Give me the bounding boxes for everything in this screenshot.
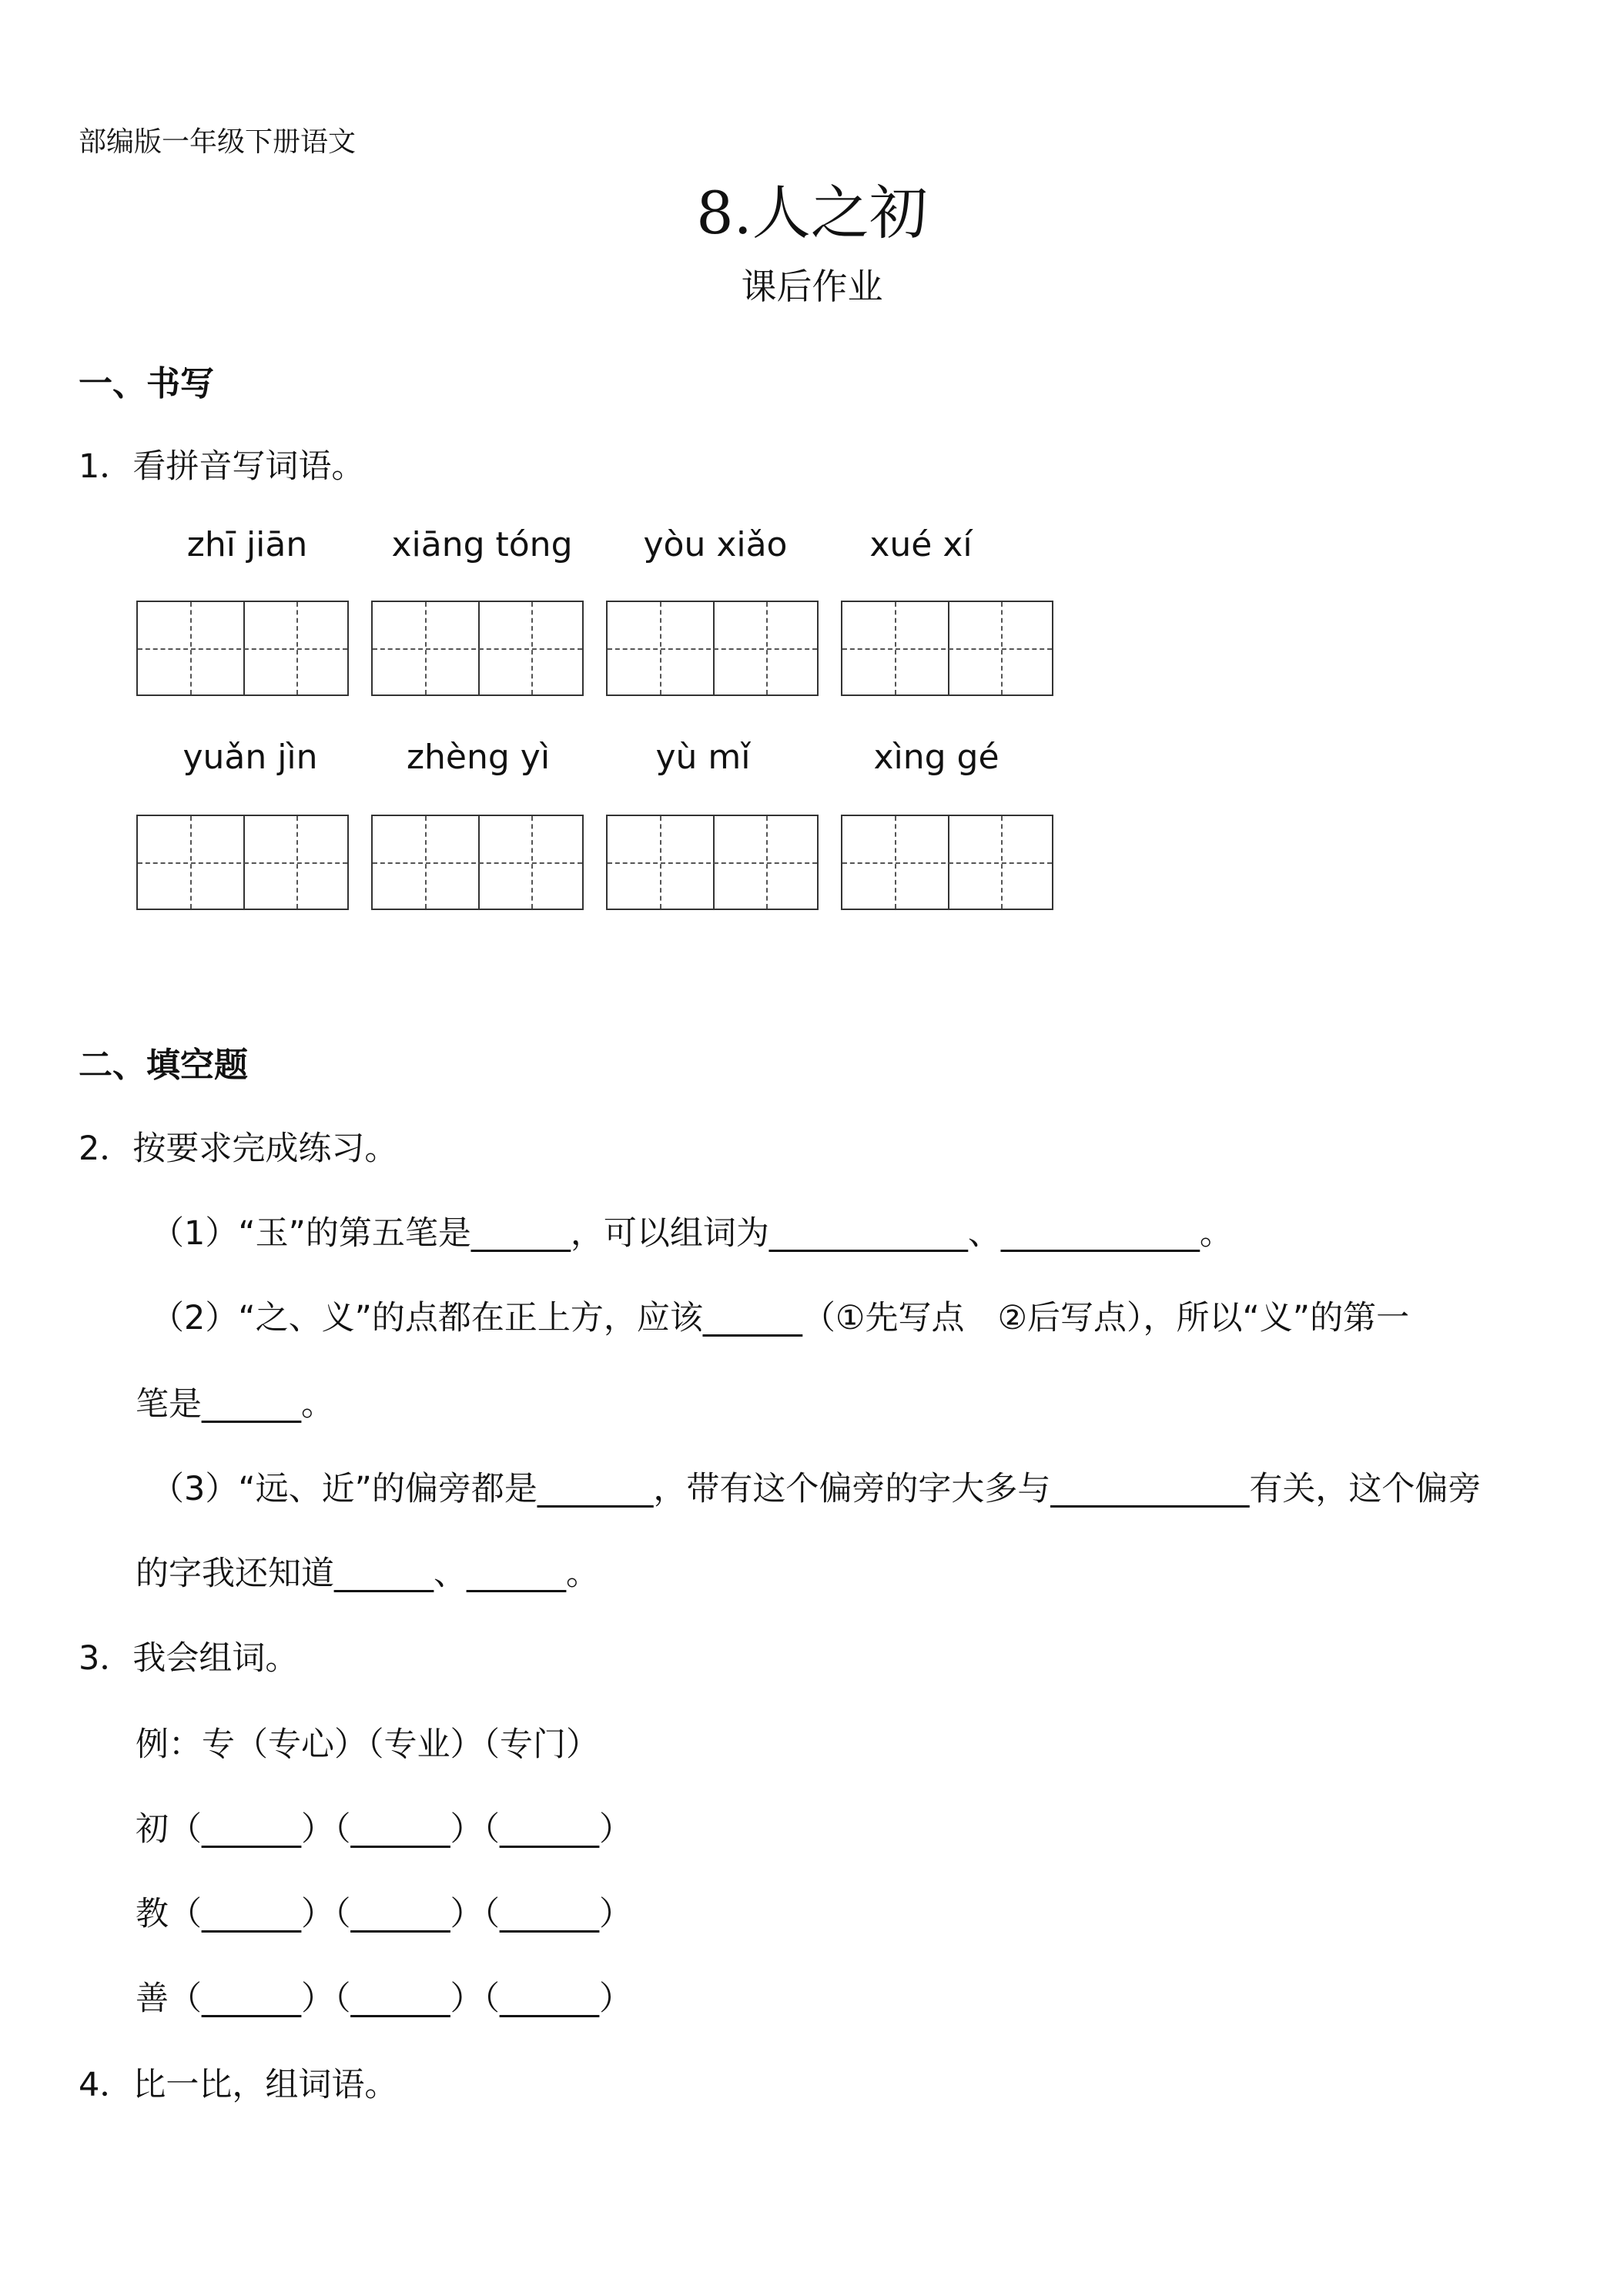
question-2-part-2: （2）“之、义”的点都在正上方，应该______（①先写点 ②后写点），所以“义”的第一 — [151, 1299, 1410, 1337]
question-2-part-2-cont: 笔是______。 — [136, 1385, 334, 1424]
question-2: 2．按要求完成练习。 — [79, 1130, 398, 1168]
question-3-row: 教（______）（______）（______） — [136, 1895, 632, 1933]
writing-grid[interactable] — [606, 601, 819, 696]
page-title: 8.人之初 — [696, 179, 928, 247]
question-2-part-3-cont: 的字我还知道______、______。 — [136, 1555, 599, 1593]
header-note: 部编版一年级下册语文 — [79, 126, 357, 158]
pinyin-label: yù mǐ — [655, 738, 751, 777]
pinyin-label: xiāng tóng — [391, 525, 573, 564]
question-4: 4．比一比，组词语。 — [79, 2066, 398, 2104]
writing-grid[interactable] — [136, 815, 349, 910]
question-3-example: 例：专（专心）（专业）（专门） — [136, 1725, 599, 1764]
writing-grid[interactable] — [136, 601, 349, 696]
writing-grid[interactable] — [371, 815, 584, 910]
pinyin-label: zhī jiān — [186, 525, 308, 564]
pinyin-label: xué xí — [869, 525, 973, 564]
question-3: 3．我会组词。 — [79, 1639, 299, 1678]
section-heading-writing: 一、书写 — [79, 364, 214, 403]
writing-grid[interactable] — [841, 601, 1053, 696]
pinyin-label: yòu xiǎo — [643, 525, 788, 564]
writing-grid[interactable] — [371, 601, 584, 696]
question-3-row: 善（______）（______）（______） — [136, 1980, 632, 2018]
question-3-row: 初（______）（______）（______） — [136, 1810, 632, 1849]
question-1: 1．看拼音写词语。 — [79, 447, 365, 486]
question-2-part-1: （1）“玉”的第五笔是______，可以组词为____________、____________。 — [151, 1214, 1233, 1253]
page-subtitle: 课后作业 — [741, 266, 883, 307]
pinyin-label: zhèng yì — [406, 738, 551, 777]
question-2-part-3: （3）“远、近”的偏旁都是_______，带有这个偏旁的字大多与____________有关，这个偏旁 — [151, 1470, 1482, 1508]
pinyin-label: xìng gé — [873, 738, 1000, 777]
writing-grid[interactable] — [606, 815, 819, 910]
pinyin-label: yuǎn jìn — [182, 738, 318, 777]
writing-grid[interactable] — [841, 815, 1053, 910]
section-heading-fill-blank: 二、填空题 — [79, 1046, 248, 1085]
